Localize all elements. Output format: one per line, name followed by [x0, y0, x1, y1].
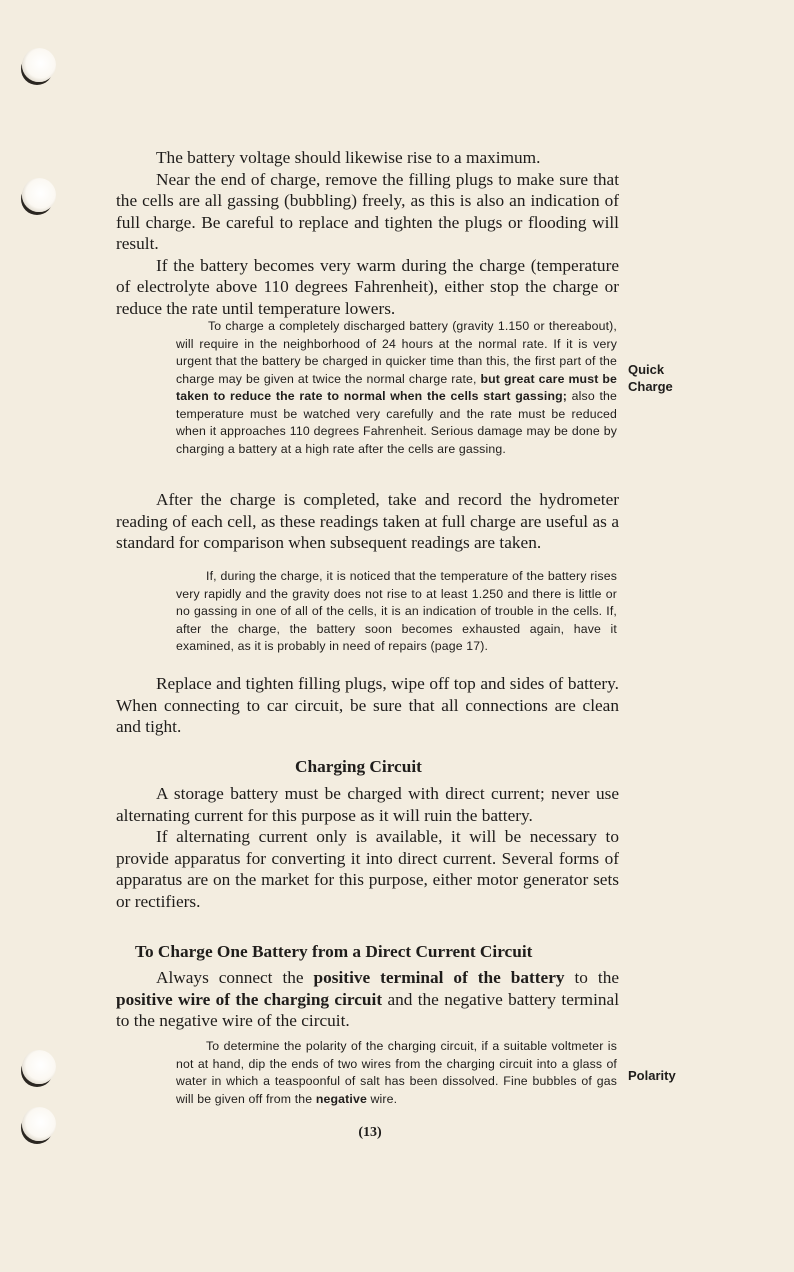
paragraph: Replace and tighten filling plugs, wipe off top and sides of battery. When connecting to car circuit, be sure that all connections are clean and tight. [116, 674, 619, 736]
paragraph-bold: positive terminal of the battery [313, 968, 565, 987]
side-note-polarity: Polarity [628, 1068, 676, 1083]
side-note-line: Quick [628, 362, 665, 377]
binder-hole [22, 48, 56, 82]
note-quick-charge [176, 318, 617, 458]
paragraph: The battery voltage should likewise rise to a maximum. [156, 148, 541, 167]
binder-hole [22, 1107, 56, 1141]
section-p1 [116, 147, 619, 319]
note-paragraph [176, 318, 617, 458]
binder-hole [22, 178, 56, 212]
section-p4 [116, 489, 619, 554]
note-polarity [176, 1038, 617, 1108]
paragraph [116, 967, 619, 1032]
paragraph: Near the end of charge, remove the filling plugs to make sure that the cells are all gassing (bubbling) freely, as this is also an indication of full charge. Be careful to replace and tighten the plugs or flooding will result. [116, 169, 619, 253]
section-polarity [116, 967, 619, 1032]
binder-hole [22, 1050, 56, 1084]
side-note-quick-charge [628, 361, 673, 395]
heading-charging-circuit: Charging Circuit [295, 757, 422, 776]
note-bold: but great care must be taken to reduce the rate to normal when the cells start gassing; [176, 371, 617, 403]
page-number: (13) [358, 1125, 382, 1140]
paragraph-bold: positive wire of the charging circuit [116, 989, 383, 1009]
paragraph: If alternating current only is available, it will be necessary to provide apparatus for converting it into direct current. Several forms of apparatus are on the market for this purpose, either motor generator sets or rectifiers. [116, 827, 619, 911]
note-text: To charge a completely discharged battery (gravity 1.150 or thereabout), will require in the neighborhood of 24 hours at the normal rate. If it is very urgent that the battery be charged in quicker time than this, the first part of the charge may be given at twice the normal charge rate, [176, 319, 617, 386]
note-paragraph: If, during the charge, it is noticed that the temperature of the battery rises very rapidly and the gravity does not rise to at least 1.250 and there is little or no gassing in one of all of the cells, it is an indication of trouble in the cells. If, after the charge, the battery soon becomes exhausted again, have it examined, as it is probably in need of repairs (page 17). [176, 569, 617, 653]
paragraph-text: and the negative battery terminal to the negative wire of the circuit. [116, 989, 619, 1030]
note-trouble [176, 568, 617, 656]
note-bold: negative [315, 1091, 367, 1106]
note-text: To determine the polarity of the charging circuit, if a suitable voltmeter is not at hand, dip the ends of two wires from the charging circuit into a glass of water in which a teaspoonful of salt has been dissolved. Fine bubbles of gas will be given off from the [176, 1039, 617, 1106]
side-note-line: Charge [628, 379, 673, 394]
paragraph: A storage battery must be charged with direct current; never use alternating current for this purpose as it will ruin the battery. [116, 784, 619, 825]
paragraph: If the battery becomes very warm during the charge (temperature of electrolyte above 110 degrees Fahrenheit), either stop the charge or reduce the rate until temperature lowers. [116, 255, 619, 318]
heading-one-battery: To Charge One Battery from a Direct Current Circuit [135, 942, 533, 961]
section-p5 [116, 673, 619, 738]
note-paragraph [176, 1038, 617, 1108]
note-text: also the temperature must be watched very carefully and the rate must be reduced when it approaches 110 degrees Fahrenheit. Serious damage may be done by charging a battery at a high rate after the cells are gassing. [176, 389, 618, 456]
paragraph-text: to the [564, 968, 620, 987]
paragraph: After the charge is completed, take and record the hydrometer reading of each cell, as these readings taken at full charge are useful as a standard for comparison when subsequent readings are taken. [116, 490, 619, 552]
note-text: wire. [366, 1091, 398, 1106]
paragraph-text: Always connect the [156, 968, 314, 987]
section-charging-circuit [116, 783, 619, 912]
